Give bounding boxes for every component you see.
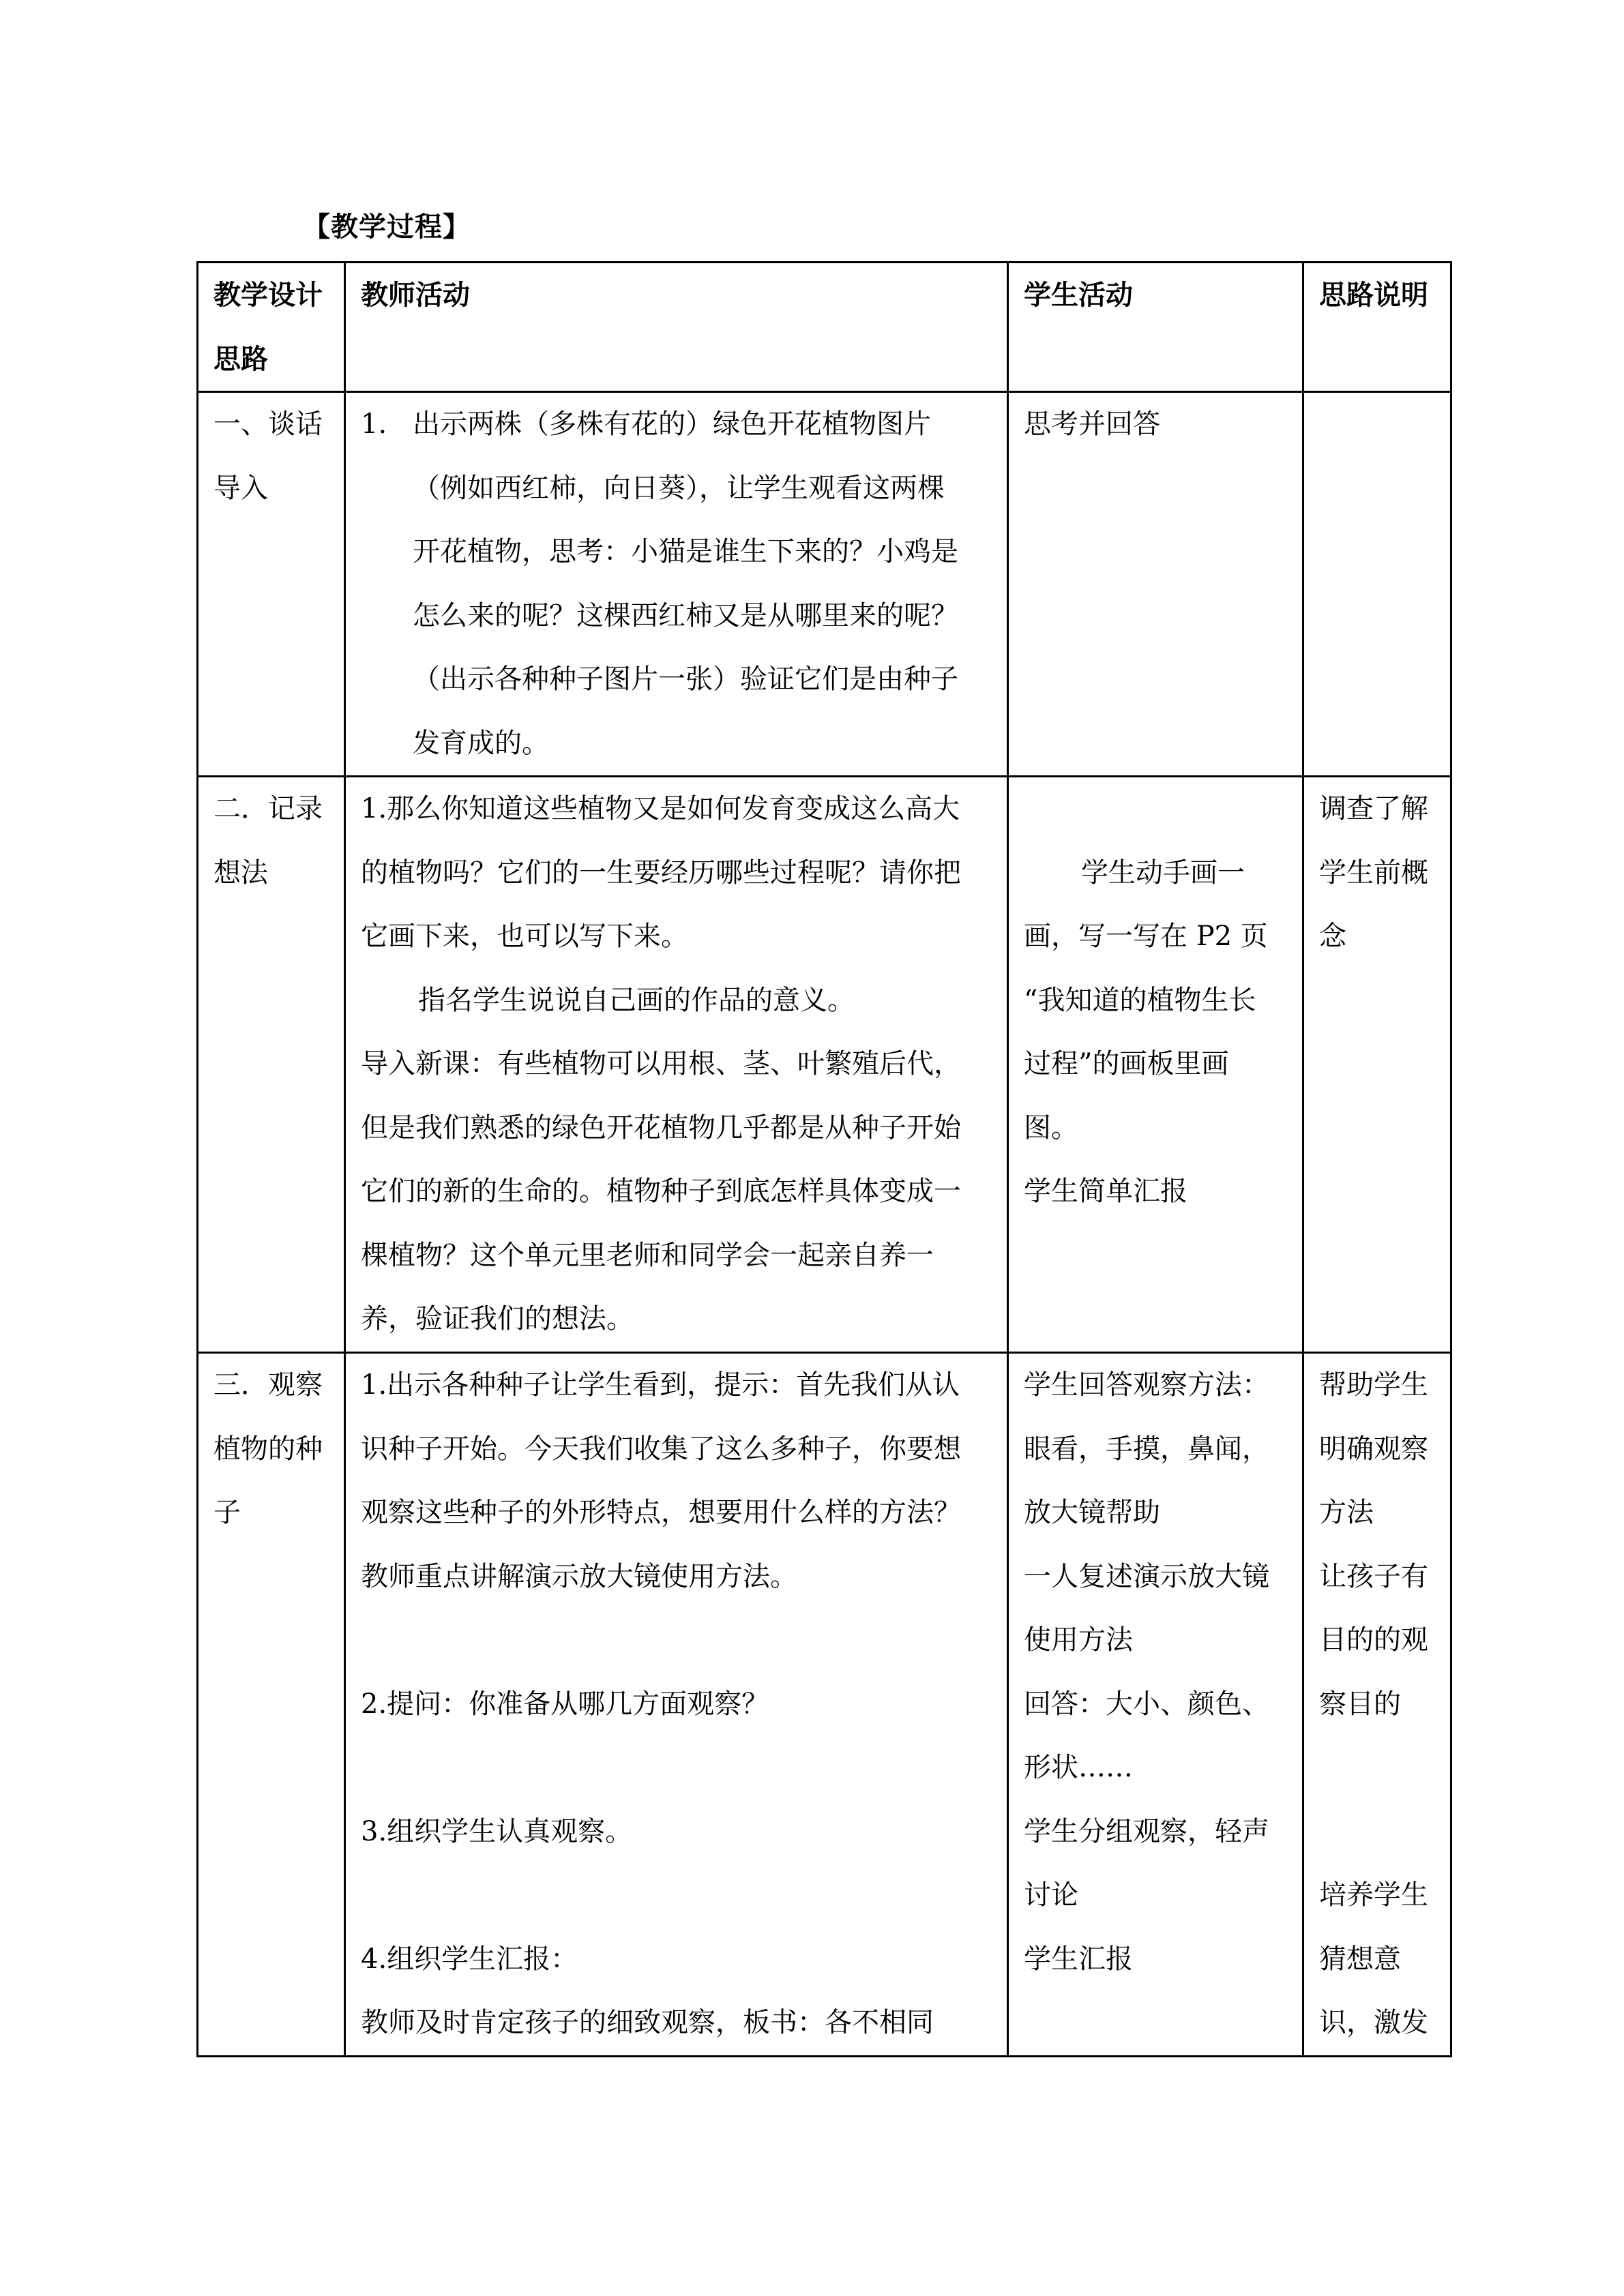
teacher-line: 指名学生说说自己画的作品的意义。	[418, 984, 855, 1016]
notes-cell	[1303, 1353, 1451, 2057]
notes-line: 目的的观	[1319, 1624, 1428, 1656]
teacher-line: （出示各种种子图片一张）验证它们是由种子	[413, 664, 958, 695]
blank-line	[361, 1609, 994, 1673]
item-number: 1.	[361, 408, 387, 440]
design-cell: 一、谈话导入	[198, 392, 345, 777]
student-line: 学生汇报	[1024, 1943, 1133, 1975]
notes-line: 学生前概	[1319, 856, 1428, 889]
blank-line	[361, 1864, 994, 1928]
teacher-line: 的植物吗？它们的一生要经历哪些过程呢？请你把	[361, 856, 961, 889]
teacher-line: 2.提问：你准备从哪几方面观察？	[361, 1688, 769, 1720]
notes-line: 识，激发	[1319, 2007, 1428, 2038]
student-line: 讨论	[1024, 1879, 1078, 1911]
student-line: 放大镜帮助	[1024, 1497, 1160, 1528]
teacher-activity-cell	[345, 392, 1008, 777]
notes-line: 调查了解	[1319, 793, 1428, 824]
blank-line	[361, 1736, 994, 1800]
teacher-line: 1.那么你知道这些植物又是如何发育变成这么高大	[361, 793, 960, 824]
teacher-line: 识种子开始。今天我们收集了这么多种子，你要想	[361, 1433, 961, 1465]
notes-line: 帮助学生	[1319, 1369, 1428, 1401]
student-line: 学生动手画一	[1081, 856, 1245, 889]
teacher-line: 开花植物，思考：小猫是谁生下来的？小鸡是	[413, 536, 958, 567]
notes-cell	[1303, 777, 1451, 1353]
teacher-line: 棵植物？这个单元里老师和同学会一起亲自养一	[361, 1239, 934, 1271]
teacher-line: 观察这些种子的外形特点，想要用什么样的方法？	[361, 1497, 961, 1528]
notes-line: 念	[1319, 921, 1346, 952]
header-student: 学生活动	[1008, 263, 1303, 392]
teacher-line: 4.组织学生汇报：	[361, 1943, 578, 1975]
teacher-activity-cell	[345, 777, 1008, 1353]
table-header-row	[198, 263, 1451, 392]
teacher-line: 教师及时肯定孩子的细致观察，板书：各不相同	[361, 2007, 934, 2038]
student-line: 眼看，手摸，鼻闻，	[1024, 1433, 1269, 1465]
blank-line	[1024, 777, 1290, 841]
student-line: 过程”的画板里画	[1024, 1048, 1229, 1079]
student-line: 学生分组观察，轻声	[1024, 1815, 1269, 1847]
student-line: 一人复述演示放大镜	[1024, 1560, 1269, 1592]
blank-line	[1319, 1800, 1446, 1864]
student-line: 学生回答观察方法：	[1024, 1369, 1269, 1401]
notes-line: 猜想意	[1319, 1943, 1401, 1975]
student-line: 思考并回答	[1024, 408, 1160, 440]
teacher-line: （例如西红柿，向日葵），让学生观看这两棵	[413, 472, 945, 504]
table-row	[198, 777, 1451, 1353]
design-cell: 二．记录想法	[198, 777, 345, 1353]
table-row	[198, 1353, 1451, 2057]
student-line: 学生简单汇报	[1024, 1176, 1187, 1207]
teacher-line: 它们的新的生命的。植物种子到底怎样具体变成一	[361, 1176, 961, 1207]
teacher-line: 它画下来，也可以写下来。	[361, 921, 688, 952]
teacher-line: 怎么来的呢？这棵西红柿又是从哪里来的呢？	[413, 599, 958, 631]
teaching-process-table	[196, 261, 1452, 2057]
notes-cell	[1303, 392, 1451, 777]
teacher-line: 养，验证我们的想法。	[361, 1303, 634, 1335]
teacher-line: 导入新课：有些植物可以用根、茎、叶繁殖后代，	[361, 1048, 961, 1079]
header-design: 教学设计思路	[198, 263, 345, 392]
student-line: 形状……	[1024, 1752, 1133, 1783]
design-cell: 三．观察植物的种子	[198, 1353, 345, 2057]
section-heading: 【教学过程】	[303, 211, 471, 243]
notes-line: 让孩子有	[1319, 1560, 1428, 1592]
student-line: 回答：大小、颜色、	[1024, 1688, 1269, 1720]
header-notes: 思路说明	[1303, 263, 1451, 392]
teacher-activity-cell	[345, 1353, 1008, 2057]
notes-line: 察目的	[1319, 1688, 1401, 1720]
student-line: 画，写一写在 P2 页	[1024, 921, 1268, 952]
student-activity-cell	[1008, 777, 1303, 1353]
notes-line: 明确观察	[1319, 1433, 1428, 1465]
student-activity-cell	[1008, 1353, 1303, 2057]
teacher-line: 教师重点讲解演示放大镜使用方法。	[361, 1560, 797, 1592]
table-row	[198, 392, 1451, 777]
blank-line	[1319, 1736, 1446, 1800]
notes-line: 方法	[1319, 1497, 1374, 1528]
student-line: “我知道的植物生长	[1024, 984, 1256, 1016]
teacher-line: 1. 出示两株（多株有花的）绿色开花植物图片	[361, 393, 994, 457]
teacher-line: 1.出示各种种子让学生看到，提示：首先我们从认	[361, 1369, 960, 1401]
header-teacher: 教师活动	[345, 263, 1008, 392]
teacher-line: 但是我们熟悉的绿色开花植物几乎都是从种子开始	[361, 1112, 961, 1144]
teacher-line: 发育成的。	[413, 727, 549, 759]
student-line: 使用方法	[1024, 1624, 1133, 1656]
notes-line: 培养学生	[1319, 1879, 1428, 1911]
student-activity-cell	[1008, 392, 1303, 777]
teacher-line: 3.组织学生认真观察。	[361, 1815, 633, 1847]
student-line: 图。	[1024, 1112, 1078, 1144]
